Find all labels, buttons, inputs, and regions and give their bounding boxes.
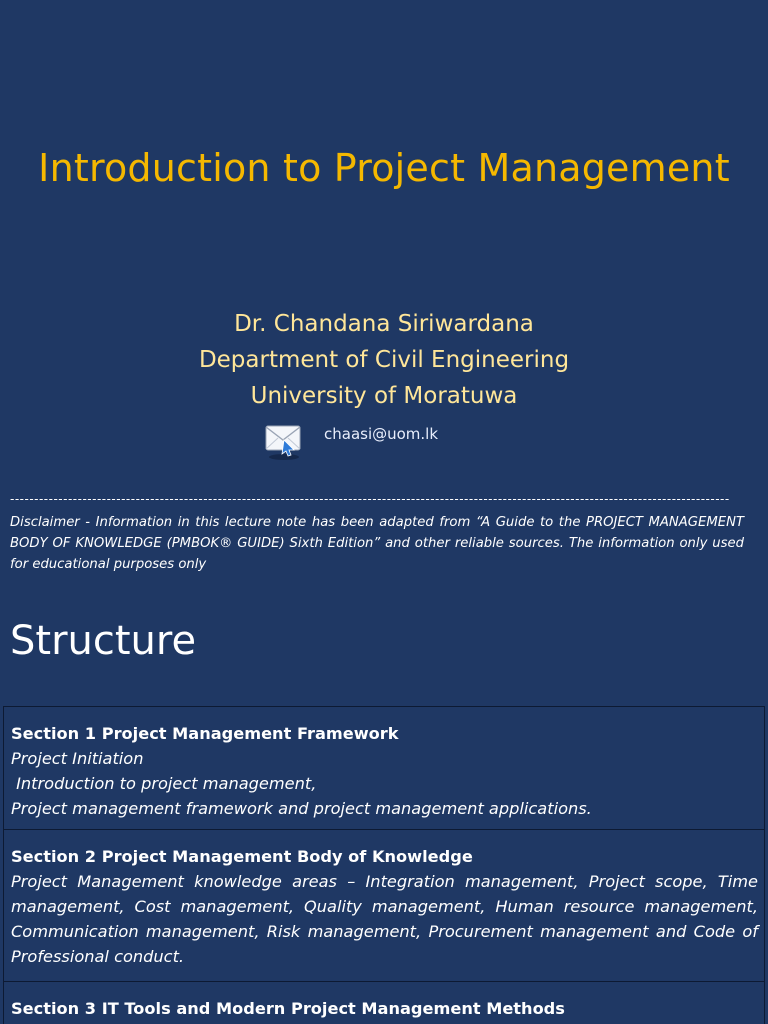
section-line: Project management framework and project management applications.: [11, 799, 592, 818]
section-cell: [4, 707, 765, 830]
sections-table: [3, 706, 765, 1024]
section-line: Introduction to project management,: [11, 774, 317, 793]
disclaimer-text: Disclaimer - Information in this lecture note has been adapted from “A Guide to the PROJECT MANAGEMENT BODY OF KNOWLEDGE (PMBOK® GUIDE) Sixth Edition” and other reliable sources. The information only used for educational purposes only: [10, 515, 744, 572]
table-row: [4, 982, 765, 1024]
email-address[interactable]: chaasi@uom.lk: [324, 425, 439, 443]
section-title: Section 3 IT Tools and Modern Project Management Methods: [11, 999, 565, 1018]
table-row: [4, 830, 765, 982]
author-name: Dr. Chandana Siriwardana: [234, 311, 534, 337]
section-title: Section 2 Project Management Body of Knowledge: [11, 847, 473, 866]
section-title: Section 1 Project Management Framework: [11, 724, 399, 743]
table-row: [4, 707, 765, 830]
author-university: University of Moratuwa: [250, 383, 518, 409]
section-body: [11, 746, 758, 821]
separator-line: -----------------------------------------------------------------------------------------------------------------------------------------------------: [10, 492, 730, 506]
author-block: [0, 306, 768, 414]
author-department: Department of Civil Engineering: [198, 347, 570, 373]
slide-title: Introduction to Project Management: [38, 146, 730, 190]
structure-heading: Structure: [10, 618, 197, 664]
section-cell: [4, 830, 765, 982]
section-line: Project Initiation: [11, 749, 144, 768]
section-cell: [4, 982, 765, 1024]
email-row: [264, 422, 438, 462]
envelope-icon: [264, 422, 304, 462]
section-body: Project Management knowledge areas – Integration management, Project scope, Time management, Cost management, Quality management, Human resource management, Communication management, Risk management, Procurement management and Code of Professional conduct.: [11, 872, 758, 966]
